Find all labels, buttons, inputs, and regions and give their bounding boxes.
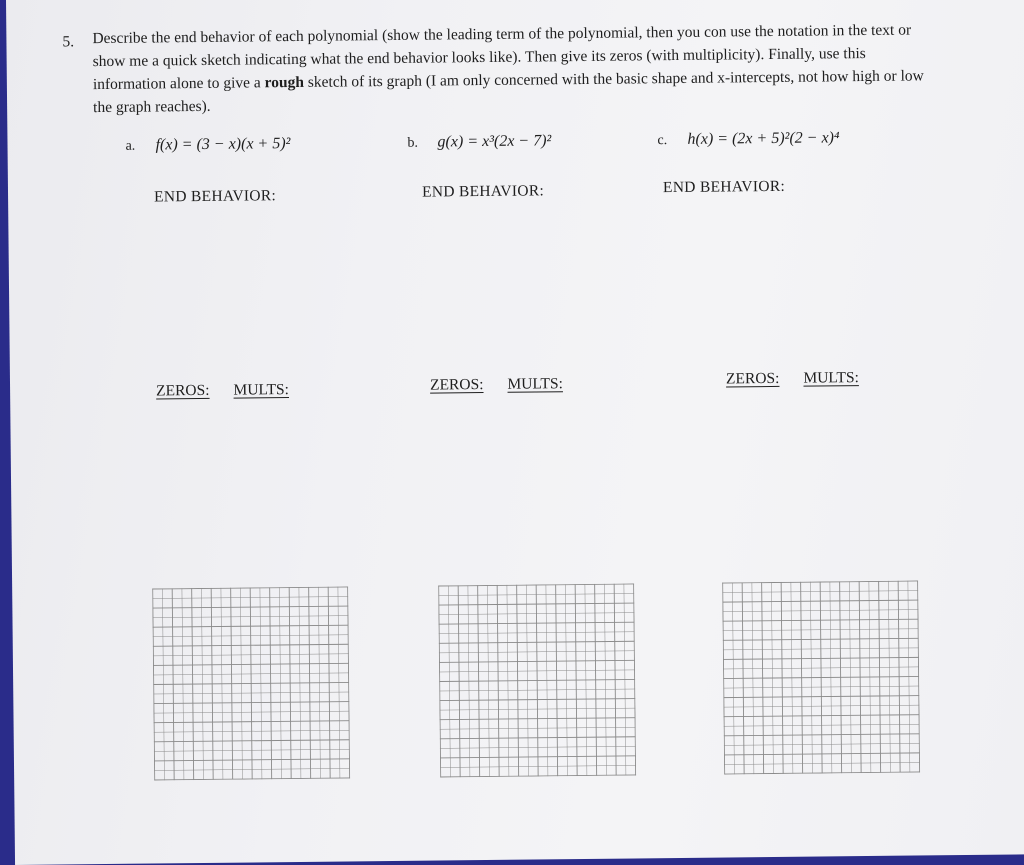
problem-number: 5. bbox=[62, 33, 75, 51]
grid-lines bbox=[722, 580, 920, 774]
grid-lines bbox=[438, 583, 636, 777]
instructions-text-end: sketch of its graph (I am only concerned with the basic shape and x-intercepts, not how high or low the graph reaches). bbox=[93, 67, 924, 117]
part-c-graph-grid bbox=[722, 580, 920, 774]
part-c-zeros-mults bbox=[726, 369, 859, 388]
part-c-function bbox=[657, 129, 839, 149]
part-c-formula: h(x) = (2x + 5)²(2 − x)⁴ bbox=[687, 129, 840, 148]
part-b-end-behavior-label: END BEHAVIOR: bbox=[421, 182, 545, 201]
part-b-mults-label: MULTS: bbox=[507, 375, 563, 393]
grid-lines bbox=[152, 586, 350, 780]
instructions-text-start: Describe the end behavior of each polynomial (show the leading term of the polynomial, then you con use the notation in the text or show me a quick sketch indicating what the end behavior looks like). Then give its zeros (with multiplicity). Finally, use this information alone to give a bbox=[92, 21, 912, 94]
part-a-zeros-label: ZEROS: bbox=[156, 381, 210, 400]
part-b-letter: b. bbox=[407, 135, 419, 151]
part-c-zeros-label: ZEROS: bbox=[725, 369, 780, 388]
part-a-formula: f(x) = (3 − x)(x + 5)² bbox=[155, 135, 291, 154]
instructions bbox=[92, 18, 943, 119]
instructions-bold-word: rough bbox=[264, 73, 305, 92]
part-a-end-behavior-label: END BEHAVIOR: bbox=[153, 187, 277, 206]
part-c-end-behavior-label: END BEHAVIOR: bbox=[662, 177, 786, 197]
part-a-letter: a. bbox=[125, 138, 136, 154]
part-b-zeros-label: ZEROS: bbox=[429, 376, 484, 394]
part-b-function bbox=[407, 132, 551, 152]
part-c-letter: c. bbox=[657, 133, 668, 149]
part-a-mults-label: MULTS: bbox=[233, 381, 290, 399]
part-c-mults-label: MULTS: bbox=[803, 369, 859, 387]
part-b-formula: g(x) = x³(2x − 7)² bbox=[437, 132, 552, 151]
problem-5 bbox=[6, 0, 1024, 865]
worksheet-page bbox=[6, 0, 1024, 865]
part-b-zeros-mults bbox=[430, 375, 563, 394]
part-a-function bbox=[125, 135, 290, 155]
part-a-graph-grid bbox=[152, 586, 350, 780]
part-a-zeros-mults bbox=[156, 381, 289, 400]
part-b-graph-grid bbox=[438, 583, 636, 777]
